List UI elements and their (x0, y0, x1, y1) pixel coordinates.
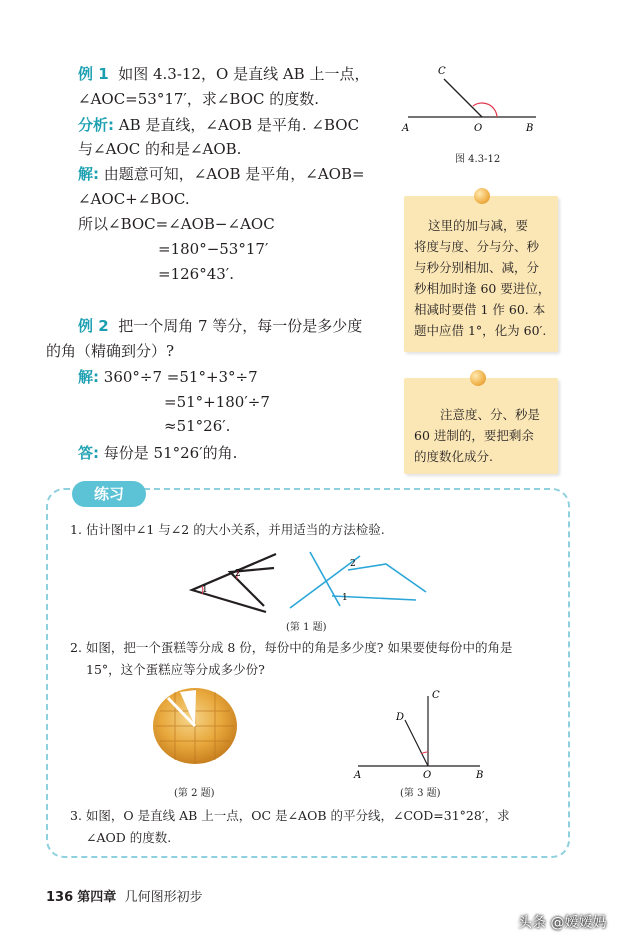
example2-text1: 把一个周角 7 等分，每一份是多少度 (118, 317, 363, 335)
solution1-line4: =180°−53°17′ (158, 240, 269, 258)
note2-line: 60 进制的，要把剩余 (414, 428, 534, 443)
page-number: 136 (46, 890, 74, 905)
answer-text: 每份是 51°26′的角. (103, 444, 238, 462)
note2-line: 注意度、分、秒是 (440, 407, 541, 422)
example2-line2: 的角（精确到分）? (46, 342, 175, 360)
solution2-text1: 360°÷7 =51°+3°÷7 (103, 368, 258, 386)
example2-line1 (78, 316, 362, 336)
fig3-label-c: C (432, 690, 440, 701)
fig3-label-d: D (396, 712, 405, 723)
example2-label: 例 2 (78, 317, 109, 335)
note1-line: 这里的加与减，要 (428, 218, 529, 233)
note1-line: 秒相加时逢 60 要进位， (414, 281, 551, 296)
pushpin-icon (474, 188, 490, 204)
solution1-line2: ∠AOC+∠BOC. (78, 190, 190, 208)
solution1-line1 (78, 164, 365, 184)
solution2-line1 (78, 367, 258, 387)
page-footer (46, 886, 203, 905)
question-1: 1. 估计图中∠1 与∠2 的大小关系，并用适当的方法检验. (70, 522, 385, 537)
figure-4-3-12-caption: 图 4.3-12 (455, 154, 501, 165)
solution1-line5: =126°43′. (158, 265, 234, 283)
angle-1-figure (192, 554, 276, 612)
note1-line: 题中应借 1°，化为 60′. (414, 323, 547, 338)
fig3-label-a: A (354, 770, 362, 781)
solution1-text1: 由题意可知，∠AOB 是平角，∠AOB= (103, 165, 365, 183)
exercise-tab: 练习 (72, 481, 146, 507)
question-3-figure (350, 686, 500, 782)
watermark: 头条 @嫒嫒妈 (518, 915, 607, 931)
q1-label-1b: 1 (342, 593, 348, 603)
fig-label-a: A (402, 123, 410, 134)
angle-boc-arc (473, 103, 497, 117)
example1-label: 例 1 (78, 65, 109, 83)
fig3-label-o: O (423, 770, 432, 781)
angle-cod-arc (421, 752, 428, 754)
note2-line: 的度数化成分. (414, 449, 493, 464)
analysis-label: 分析: (78, 116, 114, 134)
analysis-line1 (78, 115, 359, 135)
q1-label-1a: 1 (202, 585, 208, 595)
note1-line: 与秒分别相加、减，分 (414, 260, 540, 275)
chapter-title: 几何图形初步 (124, 890, 203, 905)
question-3-line2: ∠AOD 的度数. (86, 830, 172, 845)
chapter-label: 第四章 (77, 890, 117, 905)
question-3-line1: 3. 如图，O 是直线 AB 上一点，OC 是∠AOB 的平分线，∠COD=31°28′，求 (70, 808, 510, 823)
q1-label-2b: 2 (350, 559, 356, 569)
q1-label-2a: 2 (235, 569, 241, 579)
fig-label-b: B (526, 123, 534, 134)
cake-image (150, 686, 240, 766)
question-1-figure (180, 548, 430, 618)
solution2-label: 解: (78, 368, 99, 386)
question-1-caption: (第 1 题) (286, 622, 327, 633)
example1-text1: 如图 4.3-12，O 是直线 AB 上一点， (118, 65, 370, 83)
answer-label: 答: (78, 444, 99, 462)
blue-line-3 (348, 564, 426, 592)
fig-label-o: O (474, 123, 483, 134)
question-2-line1: 2. 如图，把一个蛋糕等分成 8 份，每份中的角是多少度? 如果要使每份中的角是 (70, 640, 513, 655)
answer-line (78, 443, 237, 463)
note1-line: 将度与度、分与分、秒 (414, 239, 540, 254)
fig3-label-b: B (476, 770, 484, 781)
example1-line2: ∠AOC=53°17′，求∠BOC 的度数. (78, 90, 320, 108)
question-3-caption: (第 3 题) (400, 788, 441, 799)
ray-oc (444, 79, 482, 117)
example1-line1 (78, 64, 369, 84)
fig-label-c: C (438, 66, 446, 77)
note1-line: 相减时要借 1 作 60. 本 (414, 302, 546, 317)
solution2-line2: =51°+180′÷7 (164, 393, 270, 411)
question-2-line2: 15°，这个蛋糕应等分成多少份? (86, 662, 265, 677)
solution1-label: 解: (78, 165, 99, 183)
solution1-line3: 所以∠BOC=∠AOB−∠AOC (78, 215, 275, 233)
analysis-text1: AB 是直线，∠AOB 是平角. ∠BOC (118, 116, 360, 134)
pushpin-icon (470, 370, 486, 386)
analysis-line2: 与∠AOC 的和是∠AOB. (78, 140, 242, 158)
question-2-caption: (第 2 题) (174, 788, 215, 799)
solution2-line3: ≈51°26′. (164, 417, 231, 435)
blue-line-1 (310, 552, 340, 606)
ray-od-q3 (405, 720, 428, 766)
figure-4-3-12 (396, 60, 546, 138)
